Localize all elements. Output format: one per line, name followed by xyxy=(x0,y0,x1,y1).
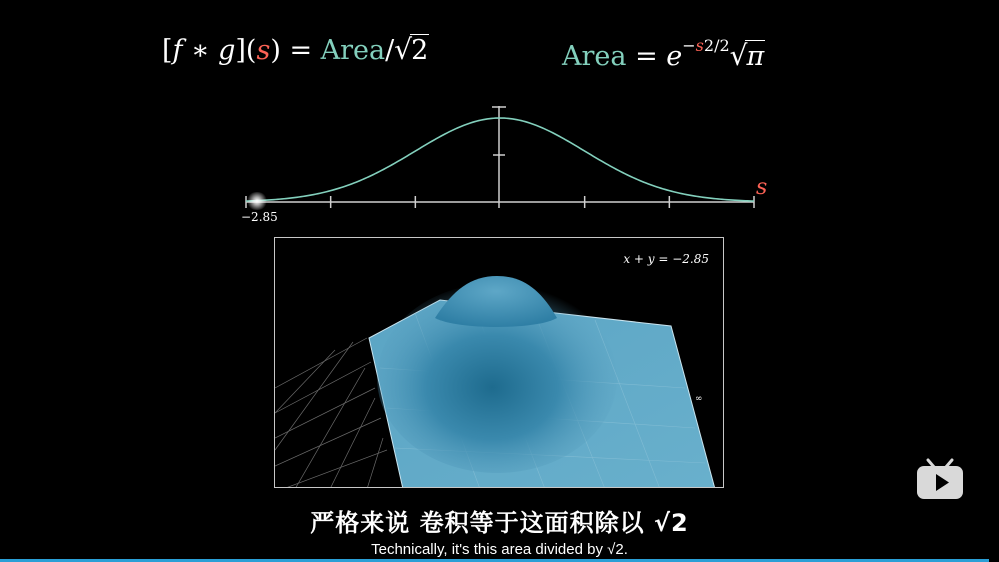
subtitle-english: Technically, it's this area divided by √2. xyxy=(371,541,628,558)
subtitle-chinese: 严格来说 卷积等于这面积除以 √2 xyxy=(310,509,689,537)
surface-panel xyxy=(274,237,724,488)
grid-floor xyxy=(275,338,387,488)
surface-scene xyxy=(275,238,724,488)
gaussian-graph xyxy=(238,100,758,210)
equation-label: x + y = −2.85 xyxy=(623,252,709,266)
current-s-dot xyxy=(246,192,268,210)
area-formula: Area = $e^{-s2/2}√\pi$ xyxy=(562,36,765,72)
bilibili-tv-icon[interactable] xyxy=(915,457,965,501)
convolution-formula: [f ∗ g](s) = Area/√2 xyxy=(162,33,429,66)
infinity-mark: ∞ xyxy=(695,394,703,404)
s-tick-label: −2.85 xyxy=(241,210,278,224)
surface-peak xyxy=(435,276,557,327)
s-axis-label: s xyxy=(756,175,768,200)
gaussian-curve xyxy=(246,118,754,201)
